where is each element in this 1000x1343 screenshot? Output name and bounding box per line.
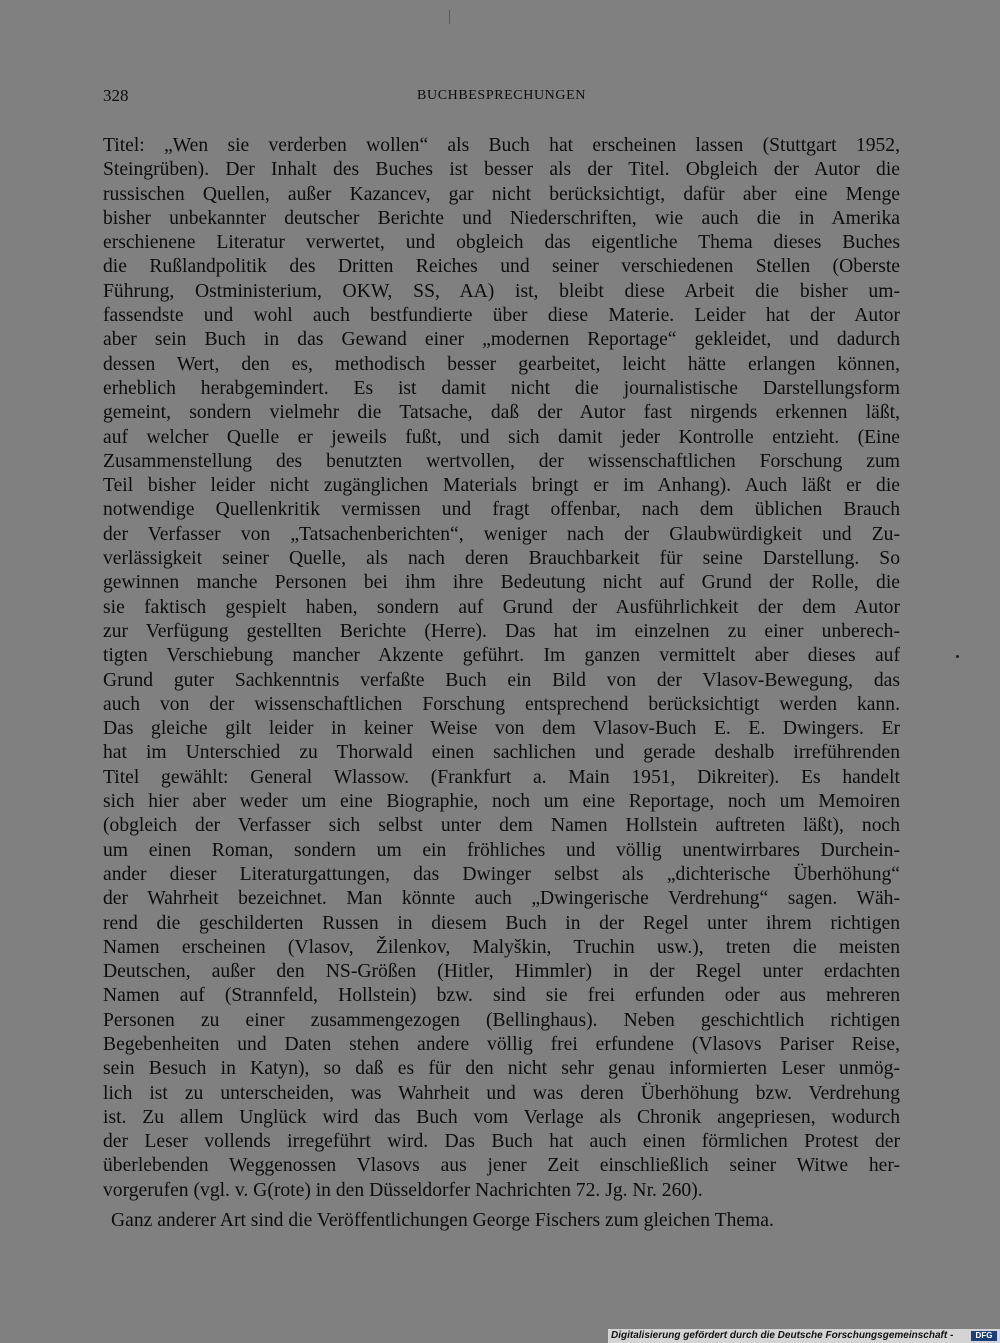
scan-speck xyxy=(956,655,959,658)
text-line: Ganz anderer Art sind die Veröffentlichungen George Fischers zum gleichen Thema. xyxy=(111,1210,774,1232)
text-line: vorgerufen (vgl. v. G(rote) in den Düsseldorfer Nachrichten 72. Jg. Nr. 260). xyxy=(103,1179,703,1201)
text-line: sein Besuch in Katyn), so daß es für den nicht sehr genau informierten Leser unmög- xyxy=(103,1058,900,1080)
text-line: gewinnen manche Personen bei ihm ihre Bedeutung nicht auf Grund der Rolle, die xyxy=(103,572,900,594)
text-line: aber sein Buch in das Gewand einer „modernen Reportage“ gekleidet, und dadurch xyxy=(103,329,900,351)
text-line: Begebenheiten und Daten stehen andere völlig frei erfundene (Vlasovs Pariser Reise, xyxy=(103,1033,900,1055)
text-line: fassendste und wohl auch bestfundierte über diese Materie. Leider hat der Autor xyxy=(103,305,900,327)
text-line: der Wahrheit bezeichnet. Man könnte auch „Dwingerische Verdrehung“ sagen. Wäh- xyxy=(103,888,900,910)
text-line: bisher unbekannter deutscher Berichte und Niederschriften, wie auch die in Amerika xyxy=(103,207,900,229)
body-text xyxy=(103,134,900,1233)
text-line: Namen erscheinen (Vlasov, Žilenkov, Malyškin, Truchin usw.), treten die meisten xyxy=(103,936,900,958)
text-line: erheblich herabgemindert. Es ist damit nicht die journalistische Darstellungsform xyxy=(103,377,900,399)
text-line: gemeint, sondern vielmehr die Tatsache, daß der Autor fast nirgends erkennen läßt, xyxy=(103,402,900,424)
text-line: rend die geschilderten Russen in diesem Buch in der Regel unter ihrem richtigen xyxy=(103,912,900,934)
text-line: die Rußlandpolitik des Dritten Reiches und seiner verschiedenen Stellen (Oberste xyxy=(103,256,900,278)
text-line: notwendige Quellenkritik vermissen und fragt offenbar, nach dem üblichen Brauch xyxy=(103,499,900,521)
text-line: Personen zu einer zusammengezogen (Bellinghaus). Neben geschichtlich richtigen xyxy=(103,1009,900,1031)
text-line: ander dieser Literaturgattungen, das Dwinger selbst als „dichterische Überhöhung“ xyxy=(103,863,900,885)
text-line: dessen Wert, den es, methodisch besser gearbeitet, leicht hätte erlangen können, xyxy=(103,353,900,375)
text-line: Titel: „Wen sie verderben wollen“ als Buch hat erscheinen lassen (Stuttgart 1952, xyxy=(103,135,900,156)
text-line: Namen auf (Strannfeld, Hollstein) bzw. sind sie frei erfunden oder aus mehreren xyxy=(103,985,900,1007)
text-line: Grund guter Sachkenntnis verfaßte Buch ein Bild von der Vlasov-Bewegung, das xyxy=(103,669,900,691)
scan-mark xyxy=(449,10,450,24)
text-line: Deutschen, außer den NS-Größen (Hitler, Himmler) in der Regel unter erdachten xyxy=(103,961,900,983)
text-line: sich hier aber weder um eine Biographie, noch um eine Reportage, noch um Memoiren xyxy=(103,791,900,813)
text-line: russischen Quellen, außer Kazancev, gar nicht berücksichtigt, dafür aber eine Menge xyxy=(103,183,900,205)
text-line: Titel gewählt: General Wlassow. (Frankfurt a. Main 1951, Dikreiter). Es handelt xyxy=(103,766,900,788)
text-line: Teil bisher leider nicht zugänglichen Materials bringt er im Anhang). Auch läßt er die xyxy=(103,475,900,497)
text-line: hat im Unterschied zu Thorwald einen sachlichen und gerade deshalb irreführenden xyxy=(103,742,900,764)
text-line: tigten Verschiebung mancher Akzente geführt. Im ganzen vermittelt aber dieses auf xyxy=(103,645,900,667)
text-line: (obgleich der Verfasser sich selbst unter dem Namen Hollstein auftreten läßt), noch xyxy=(103,815,900,837)
text-line: Steingrüben). Der Inhalt des Buches ist besser als der Titel. Obgleich der Autor die xyxy=(103,159,900,181)
text-line: ist. Zu allem Unglück wird das Buch vom Verlage als Chronik angepriesen, wodurch xyxy=(103,1106,900,1128)
text-line: Das gleiche gilt leider in keiner Weise von dem Vlasov-Buch E. E. Dwingers. Er xyxy=(103,718,900,740)
text-line: sie faktisch gespielt haben, sondern auf Grund der Ausführlichkeit der dem Autor xyxy=(103,596,900,618)
footer-bar xyxy=(608,1329,1000,1343)
text-line: auch von der wissenschaftlichen Forschung entsprechend berücksichtigt werden kann. xyxy=(103,693,900,715)
running-title: BUCHBESPRECHUNGEN xyxy=(417,88,586,103)
text-line: um einen Roman, sondern um ein fröhliches und völlig unentwirrbares Durchein- xyxy=(103,839,900,861)
text-line: der Leser vollends irregeführt wird. Das Buch hat auch einen förmlichen Protest der xyxy=(103,1131,900,1153)
text-line: Führung, Ostministerium, OKW, SS, AA) ist, bleibt diese Arbeit die bisher um- xyxy=(103,280,900,302)
dfg-logo: DFG xyxy=(971,1331,997,1341)
text-line: lich ist zu unterscheiden, was Wahrheit und was deren Überhöhung bzw. Verdrehung xyxy=(103,1082,900,1104)
text-line: überlebenden Weggenossen Vlasovs aus jener Zeit einschließlich seiner Witwe her- xyxy=(103,1155,900,1177)
page-header xyxy=(103,86,900,110)
text-line: zur Verfügung gestellten Berichte (Herre). Das hat im einzelnen zu einer unberech- xyxy=(103,620,900,642)
page-number: 328 xyxy=(103,86,129,105)
footer-credit: Digitalisierung gefördert durch die Deutsche Forschungsgemeinschaft - xyxy=(611,1330,954,1341)
text-line: der Verfasser von „Tatsachenberichten“, weniger nach der Glaubwürdigkeit und Zu- xyxy=(103,523,900,545)
text-line: verlässigkeit seiner Quelle, als nach deren Brauchbarkeit für seine Darstellung. So xyxy=(103,548,900,570)
text-line: auf welcher Quelle er jeweils fußt, und sich damit jeder Kontrolle entzieht. (Eine xyxy=(103,426,900,448)
text-line: erschienene Literatur verwertet, und obgleich das eigentliche Thema dieses Buches xyxy=(103,232,900,254)
text-line: Zusammenstellung des benutzten wertvollen, der wissenschaftlichen Forschung zum xyxy=(103,450,900,472)
